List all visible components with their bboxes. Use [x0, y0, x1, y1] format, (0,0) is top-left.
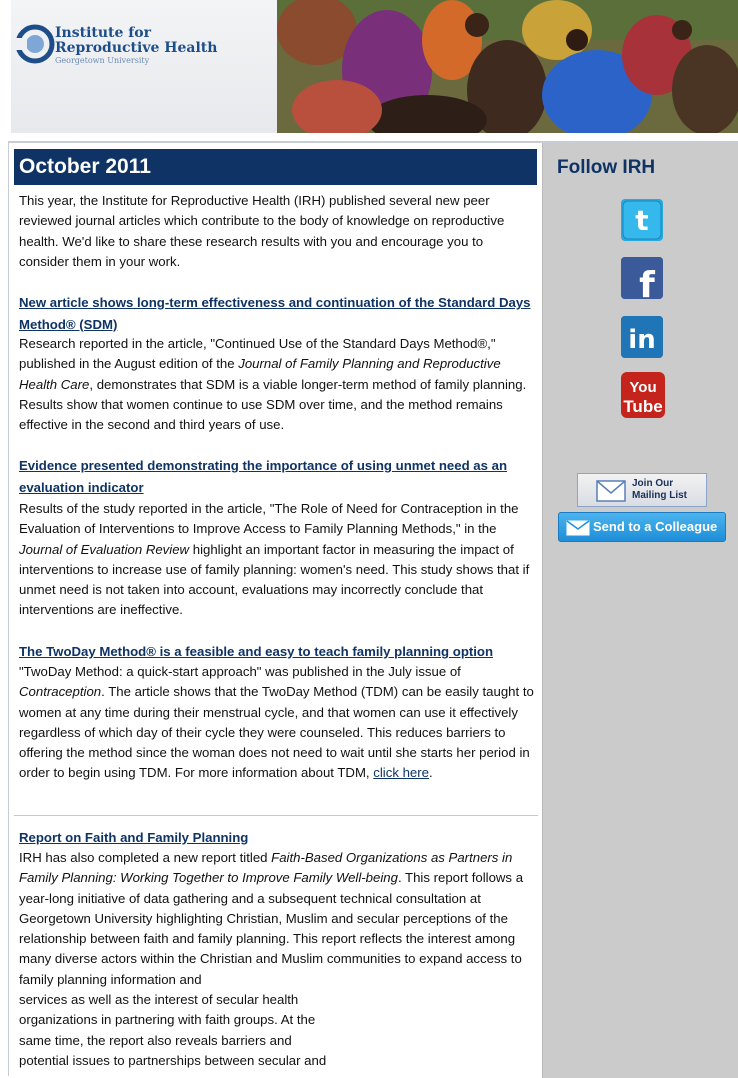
logo-text[interactable]	[55, 26, 217, 56]
envelope-icon	[596, 480, 626, 502]
mailing-line-2: Mailing List	[632, 490, 687, 501]
mailing-line-1: Join Our	[632, 478, 674, 489]
tdm-click-here-link[interactable]: click here	[373, 765, 429, 781]
article-3-journal: Contraception	[19, 684, 102, 700]
logo-line-2: Reproductive Health	[55, 40, 218, 56]
article-4-body	[19, 848, 534, 990]
logo-line-1: Institute for	[55, 25, 152, 41]
linkedin-icon[interactable]	[621, 316, 663, 358]
article-2-text-a: Results of the study reported in the article, "The Role of Need for Contraception in the Evaluation of Interventions to Improve Access to Family Planning Methods," in the	[19, 501, 519, 537]
newsletter-content	[9, 143, 542, 1078]
header-photo	[277, 0, 738, 133]
section-divider	[14, 815, 538, 816]
article-1-body	[19, 334, 534, 435]
sidebar	[542, 143, 738, 1078]
send-to-colleague-label: Send to a Colleague	[593, 519, 718, 534]
article-4-report-title: Faith-Based Organizations as Partners in Family Planning: Working Together to Improve Family Well-being	[19, 850, 513, 886]
svg-text:t: t	[635, 204, 649, 237]
article-4-tail-line: organizations in partnering with faith groups. At the	[19, 1012, 316, 1028]
article-3-body	[19, 662, 534, 784]
intro-paragraph: This year, the Institute for Reproductive Health (IRH) published several new peer reviewed journal articles which contribute to the body of knowledge on reproductive health. We'd like to share these research results with you and encourage you to consider them in your work.	[19, 193, 505, 269]
article-4-tail	[19, 990, 359, 1071]
twitter-icon[interactable]	[621, 199, 663, 241]
newsletter-title: October 2011	[14, 149, 537, 185]
article-3-text-b: . The article shows that the TwoDay Method (TDM) can be easily taught to women at any time during their menstrual cycle, and that women can use it effectively regardless of which day of their cycle they were counseled. This reduces barriers to offering the method since the woman does not need to wait until she starts her period in order to begin using TDM. For more information about TDM,	[19, 684, 534, 781]
article-4-tail-line: potential issues to partnerships between secular and	[19, 1052, 327, 1068]
svg-text:f: f	[639, 265, 655, 299]
article-2-heading[interactable]: Evidence presented demonstrating the importance of using unmet need as an evaluation indicator	[19, 458, 508, 495]
facebook-glyph	[621, 257, 663, 299]
article-1-heading[interactable]: New article shows long-term effectiveness and continuation of the Standard Days Method® (SDM)	[19, 295, 531, 332]
article-1-journal: Journal of Family Planning and Reproductive Health Care	[19, 356, 501, 392]
join-mailing-list-button[interactable]	[577, 473, 707, 507]
article-4-tail-line: services as well as the interest of secular health	[19, 992, 299, 1007]
article-3-text-a: "TwoDay Method: a quick-start approach" was published in the July issue of	[19, 664, 461, 679]
article-1-text-a: Research reported in the article, "Continued Use of the Standard Days Method®," published in the August edition of the	[19, 336, 496, 372]
youtube-icon[interactable]	[621, 372, 663, 414]
article-4-tail-line: same time, the report also reveals barriers and	[19, 1032, 292, 1048]
logo-area	[11, 0, 281, 133]
linkedin-glyph	[621, 316, 663, 358]
article-1-text-b: , demonstrates that SDM is a viable longer-term method of family planning. Results show that women continue to use SDM over time, and the method remains effective in the second and third years of use.	[19, 376, 527, 433]
article-2-text-b: highlight an important factor in measuring the impact of interventions to increase use of family planning: women's need. This study shows that if unmet need is not taken into account, evaluations may incorrectly conclude that interventions are ineffective.	[19, 541, 530, 618]
svg-text:Tube: Tube	[623, 397, 663, 416]
article-3-text-end: .	[428, 765, 433, 781]
article-4-text-a: IRH has also completed a new report titled	[19, 850, 272, 865]
header-banner	[11, 0, 738, 133]
mailing-list-label	[632, 478, 687, 502]
article-4-text-b: . This report follows a year-long initiative of data gathering and a subsequent technical consultation at Georgetown University highlighting Christian, Muslim and secular perceptions of the relationship between faith and family planning. This report reflects the interest among many diverse actors within the Christian and Muslim communities to expand access to family planning information and	[19, 870, 524, 987]
twitter-glyph	[621, 199, 663, 241]
article-2-journal: Journal of Evaluation Review	[19, 541, 190, 557]
svg-text:in: in	[628, 325, 656, 355]
article-3-heading[interactable]: The TwoDay Method® is a feasible and easy to teach family planning option	[19, 644, 494, 659]
envelope-icon	[566, 520, 590, 536]
send-to-colleague-button[interactable]	[558, 512, 726, 542]
youtube-glyph	[621, 372, 665, 418]
article-4-heading[interactable]: Report on Faith and Family Planning	[19, 830, 249, 845]
facebook-icon[interactable]	[621, 257, 663, 299]
newsletter-frame	[8, 141, 738, 1076]
follow-irh-title: Follow IRH	[557, 157, 656, 178]
irh-logo-icon	[15, 24, 55, 64]
logo-subtitle: Georgetown University	[55, 56, 150, 65]
svg-text:You: You	[629, 379, 657, 396]
article-2-body	[19, 499, 534, 621]
